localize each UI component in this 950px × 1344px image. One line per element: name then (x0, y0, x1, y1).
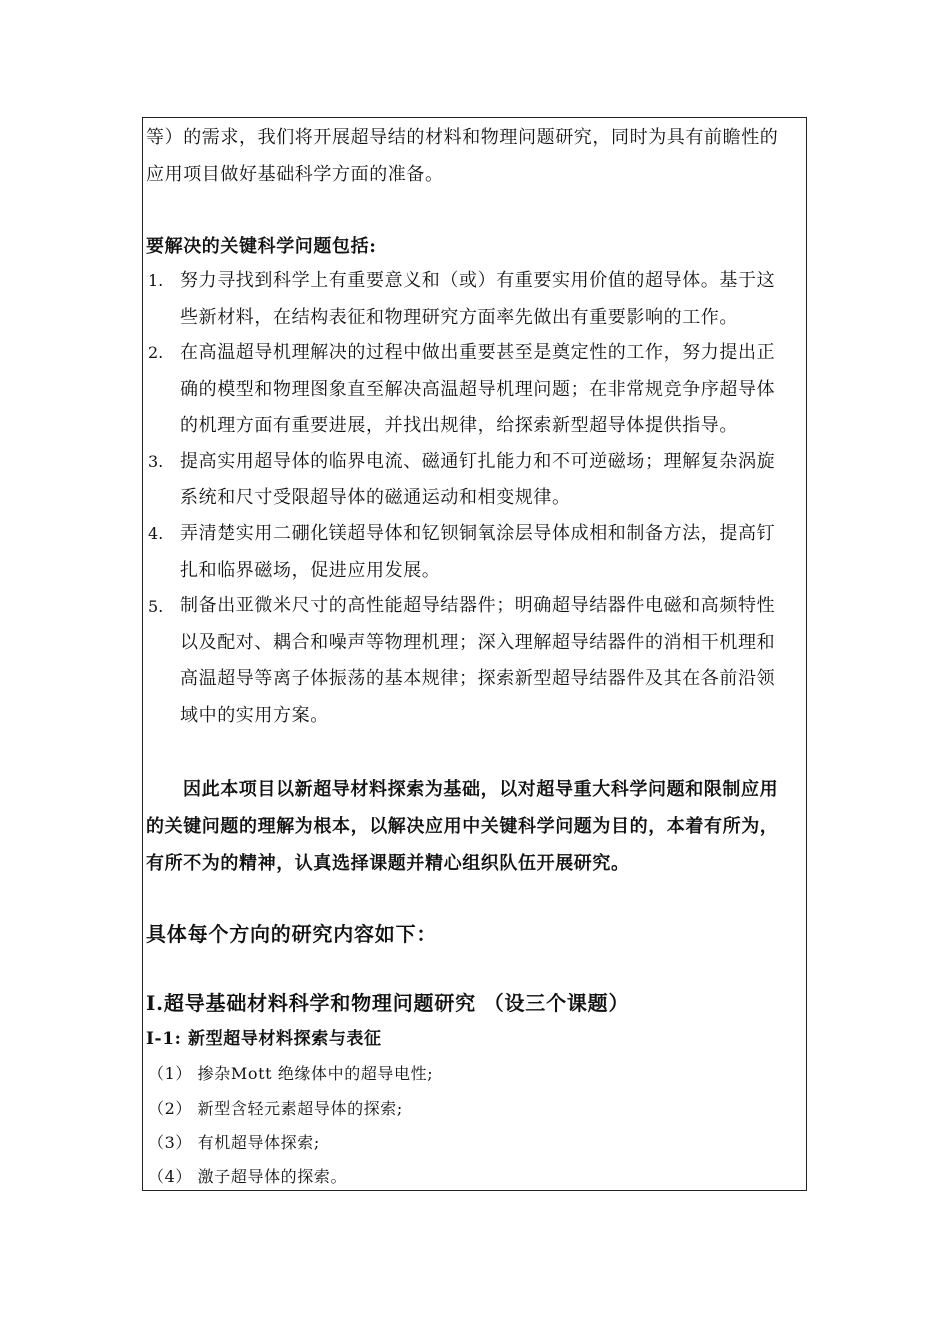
item-2-line-3: 的机理方面有重要进展，并找出规律，给探索新型超导体提供指导。 (180, 415, 738, 436)
topic-1: （1） 掺杂Mott 绝缘体中的超导电性; (148, 1064, 434, 1083)
summary-line-1: 因此本项目以新超导材料探索为基础，以对超导重大科学问题和限制应用 (183, 779, 779, 800)
item-4-line-1: 弄清楚实用二硼化镁超导体和钇钡铜氧涂层导体成相和制备方法，提高钉 (180, 523, 776, 544)
item-3-line-1: 提高实用超导体的临界电流、磁通钉扎能力和不可逆磁场；理解复杂涡旋 (180, 451, 776, 472)
item-5-number: 5. (148, 597, 164, 616)
item-5-line-2: 以及配对、耦合和噪声等物理机理；深入理解超导结器件的消相干机理和 (180, 632, 776, 653)
summary-line-2: 的关键问题的理解为根本，以解决应用中关键科学问题为目的，本着有所为， (146, 816, 779, 837)
item-4-line-2: 扎和临界磁场，促进应用发展。 (180, 560, 441, 581)
key-problems-heading: 要解决的关键科学问题包括: (146, 236, 377, 257)
directions-heading: 具体每个方向的研究内容如下： (146, 922, 438, 946)
item-2-line-2: 确的模型和物理图象直至解决高温超导机理问题；在非常规竞争序超导体 (180, 379, 776, 400)
item-5-line-3: 高温超导等离子体振荡的基本规律；探索新型超导结器件及其在各前沿领 (180, 668, 776, 689)
topic-2: （2） 新型含轻元素超导体的探索; (148, 1099, 403, 1118)
topic-3: （3） 有机超导体探索; (148, 1133, 320, 1152)
item-2-line-1: 在高温超导机理解决的过程中做出重要甚至是奠定性的工作，努力提出正 (180, 342, 776, 363)
item-5-line-4: 域中的实用方案。 (180, 705, 329, 726)
topic-4: （4） 激子超导体的探索。 (148, 1167, 348, 1186)
item-3-line-2: 系统和尺寸受限超导体的磁通运动和相变规律。 (180, 487, 571, 508)
intro-line-2: 应用项目做好基础科学方面的准备。 (146, 164, 444, 185)
summary-line-3: 有所不为的精神，认真选择课题并精心组织队伍开展研究。 (146, 853, 630, 874)
item-2-number: 2. (148, 343, 164, 362)
item-1-line-2: 些新材料，在结构表征和物理研究方面率先做出有重要影响的工作。 (180, 307, 738, 328)
item-3-number: 3. (148, 452, 164, 471)
item-1-number: 1. (148, 271, 164, 290)
section-heading: I.超导基础材料科学和物理问题研究 （设三个课题） (146, 991, 630, 1015)
item-4-number: 4. (148, 524, 164, 543)
subsection-heading: I-1: 新型超导材料探索与表征 (146, 1029, 382, 1049)
item-5-line-1: 制备出亚微米尺寸的高性能超导结器件；明确超导结器件电磁和高频特性 (180, 595, 776, 616)
item-1-line-1: 努力寻找到科学上有重要意义和（或）有重要实用价值的超导体。基于这 (180, 270, 776, 291)
intro-line-1: 等）的需求，我们将开展超导结的材料和物理问题研究，同时为具有前瞻性的 (146, 127, 779, 148)
